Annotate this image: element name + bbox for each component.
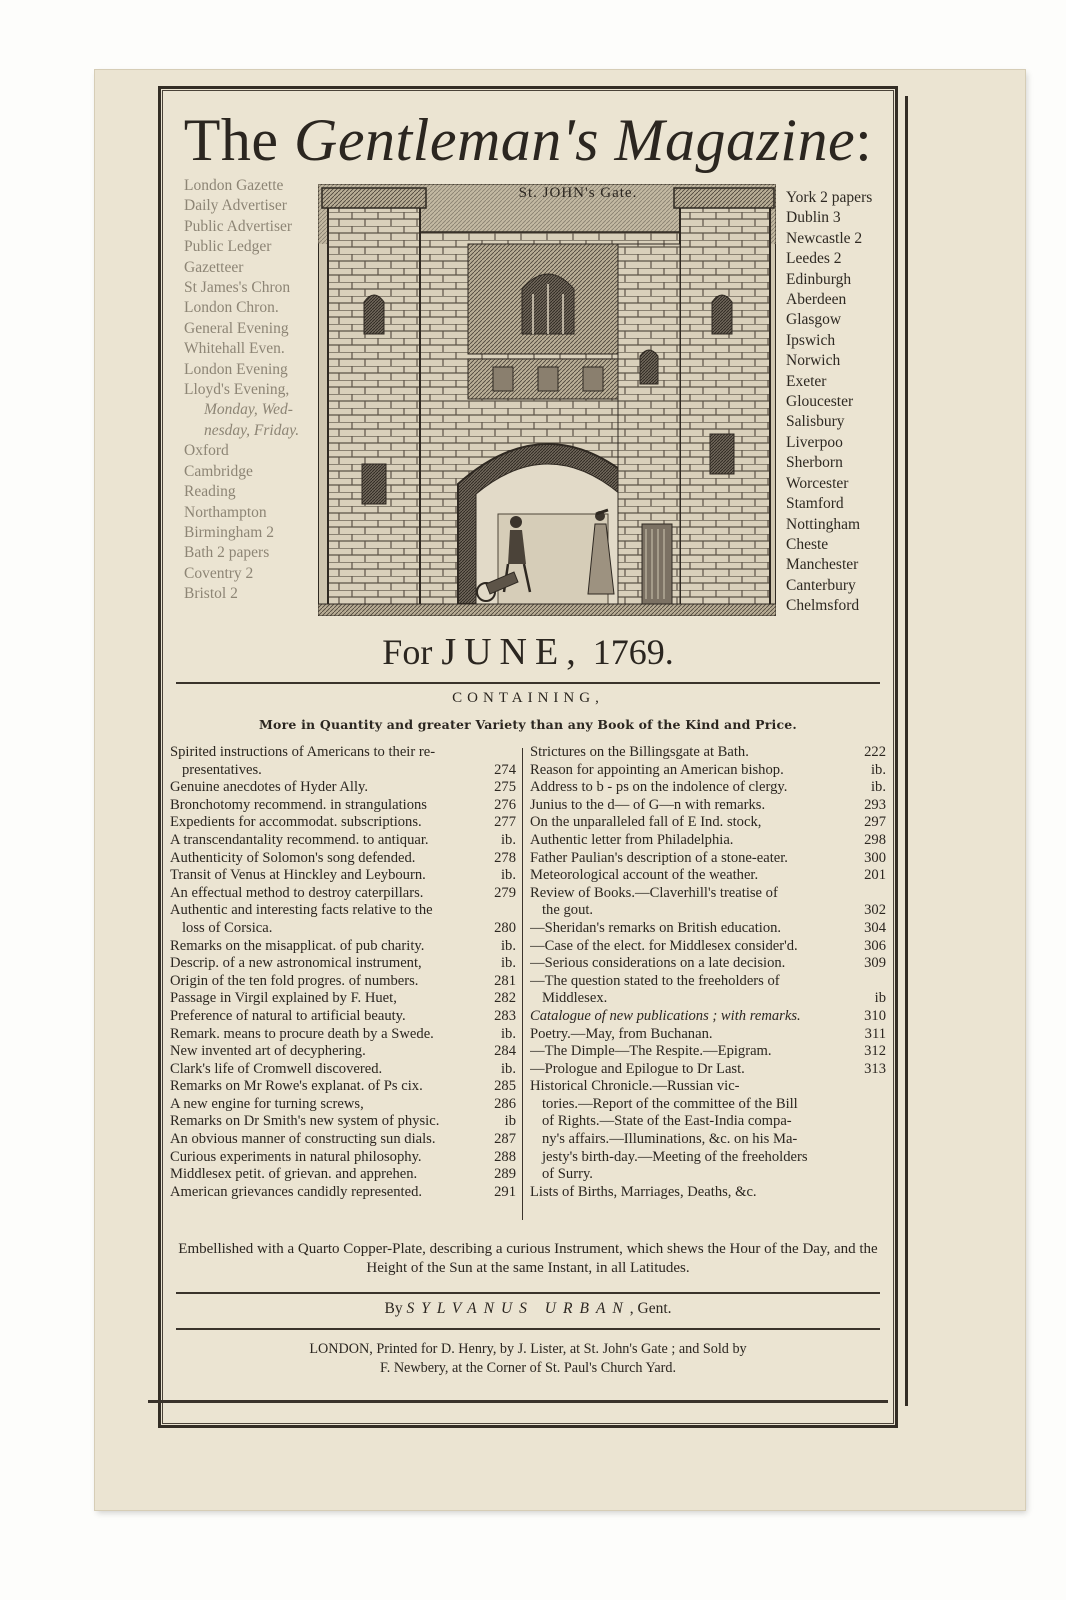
contents-entry-title: On the unparalleled fall of E Ind. stock, xyxy=(530,814,762,831)
byline-name: SYLVANUS URBAN xyxy=(406,1300,630,1317)
contents-entry xyxy=(530,744,886,762)
contents-entry-title: loss of Corsica. xyxy=(182,919,273,936)
city-name: Manchester xyxy=(786,556,859,574)
contents-entry-page: 284 xyxy=(494,1043,516,1060)
contents-entry xyxy=(170,1008,516,1026)
contents-entry-page: 302 xyxy=(864,902,886,919)
contents-left-column xyxy=(170,744,516,1201)
city-name: Cheste xyxy=(786,535,829,553)
contents-entry xyxy=(530,1061,886,1079)
contents-entry xyxy=(170,1026,516,1044)
city-name: Leedes 2 xyxy=(786,250,842,268)
contents-entry-title: —The question stated to the freeholders of xyxy=(530,972,780,989)
imprint-line-2: F. Newbery, at the Corner of St. Paul's Church Yard. xyxy=(379,1360,677,1376)
city-name: London Gazette xyxy=(184,177,284,194)
contents-entry-page: 280 xyxy=(494,919,516,936)
contents-entry xyxy=(530,779,886,797)
contents-entry-page: 285 xyxy=(494,1078,516,1095)
contents-entry-title: ny's affairs.—Illuminations, &c. on his Ma- xyxy=(542,1131,798,1148)
contents-entry-page: 277 xyxy=(494,814,516,831)
contents-entry-page: ib. xyxy=(871,761,886,778)
contents-entry-page: 310 xyxy=(864,1007,886,1024)
city-name: Gloucester xyxy=(786,393,854,411)
contents-entry-page: 313 xyxy=(864,1060,886,1077)
contents-entry-title: A new engine for turning screws, xyxy=(170,1095,364,1112)
contents-entry-title: Address to b - ps on the indolence of clergy. xyxy=(530,779,788,796)
contents-entry-title: Reason for appointing an American bishop. xyxy=(530,761,784,778)
contents-entry-title: American grievances candidly represented. xyxy=(170,1183,423,1200)
contents-entry-title: Descrip. of a new astronomical instrument, xyxy=(170,955,422,972)
st-johns-gate-engraving xyxy=(318,184,776,616)
masthead-name: Gentleman's Magazine xyxy=(294,107,856,173)
column-divider xyxy=(522,748,523,1220)
city-name: Dublin 3 xyxy=(786,209,841,227)
city-name: London Evening xyxy=(184,360,288,378)
contents-entry xyxy=(170,973,516,991)
contents-entry xyxy=(170,1166,516,1184)
contents-entry xyxy=(170,1184,516,1202)
contents-entry-title: A transcendantality recommend. to antiquar. xyxy=(170,831,429,848)
contents-entry-page: 311 xyxy=(864,1025,886,1042)
contents-entry-title: Spirited instructions of Americans to their re- xyxy=(170,744,436,760)
contents-entry xyxy=(530,1043,886,1061)
city-name: Northampton xyxy=(184,503,267,521)
contents-entry-page: ib xyxy=(504,1113,516,1130)
city-name: Cambridge xyxy=(184,462,253,480)
contents-entry xyxy=(530,867,886,885)
contents-entry-title: Remarks on the misapplicat. of pub charity. xyxy=(170,937,425,954)
contents-entry-title: Expedients for accommodat. subscriptions. xyxy=(170,814,422,831)
contents-entry xyxy=(530,990,886,1008)
contents-entry-page: ib. xyxy=(501,831,516,848)
contents-entry-title: presentatives. xyxy=(182,761,262,778)
contents-entry xyxy=(170,885,516,903)
contents-entry-page: 288 xyxy=(494,1148,516,1165)
contents-entry xyxy=(170,1096,516,1114)
contents-entry-title: Remarks on Dr Smith's new system of physic. xyxy=(170,1113,440,1130)
city-name: Aberdeen xyxy=(786,291,847,309)
contents-entry xyxy=(530,1096,886,1114)
contents-entry xyxy=(170,990,516,1008)
city-name: Reading xyxy=(184,483,236,501)
contents-entry-title: —Serious considerations on a late decision. xyxy=(530,955,786,972)
contents-entry xyxy=(530,973,886,991)
contents-entry-page: 298 xyxy=(864,831,886,848)
city-name: Nottingham xyxy=(786,515,861,533)
contents-entry xyxy=(170,955,516,973)
contents-entry xyxy=(530,938,886,956)
contents-entry-page: 222 xyxy=(864,744,886,760)
contents-entry-page: 279 xyxy=(494,884,516,901)
city-name: Salisbury xyxy=(786,413,845,431)
contents-entry-title: Historical Chronicle.—Russian vic- xyxy=(530,1078,740,1095)
city-name: Daily Advertiser xyxy=(184,197,287,215)
contents-entry-title: Passage in Virgil explained by F. Huet, xyxy=(170,990,397,1007)
contents-entry-title: Remark. means to procure death by a Swede. xyxy=(170,1025,434,1042)
rule-bottom xyxy=(148,1400,888,1403)
contents-entry-title: Lists of Births, Marriages, Deaths, &c. xyxy=(530,1183,757,1200)
contents-entry-title: An effectual method to destroy caterpillars. xyxy=(170,884,424,901)
city-name: Birmingham 2 xyxy=(184,523,274,541)
contents-entry xyxy=(170,1131,516,1149)
contents-entry-title: the gout. xyxy=(542,902,594,919)
city-name: St James's Chron xyxy=(184,279,291,297)
contents-right-column xyxy=(530,744,886,1201)
contents-entry xyxy=(170,779,516,797)
contents-entry-page: 283 xyxy=(494,1007,516,1024)
contents-entry-title: New invented art of decyphering. xyxy=(170,1043,366,1060)
contents-entry xyxy=(170,797,516,815)
left-city-list xyxy=(184,176,326,605)
city-name: Norwich xyxy=(786,352,841,370)
contents-entry-title: Clark's life of Cromwell discovered. xyxy=(170,1060,383,1077)
contents-entry-title: Middlesex petit. of grievan. and apprehen. xyxy=(170,1166,418,1183)
contents-entry xyxy=(170,1043,516,1061)
city-name: Gazetteer xyxy=(184,258,244,276)
issue-date xyxy=(168,628,888,676)
contents-entry-title: —Case of the elect. for Middlesex consider'd. xyxy=(530,937,798,954)
contents-entry-page: ib. xyxy=(501,1025,516,1042)
city-name: York 2 papers xyxy=(786,189,873,206)
contents-entry-title: tories.—Report of the committee of the Bill xyxy=(542,1095,798,1112)
embellishment-note: Embellished with a Quarto Copper-Plate, describing a curious Instrument, which shews the Hour of the Day, and the Height of the Sun at the same Instant, in all Latitudes. xyxy=(178,1241,878,1276)
contents-entry xyxy=(530,920,886,938)
contents-entry-title: Genuine anecdotes of Hyder Ally. xyxy=(170,779,369,796)
contents-entry xyxy=(170,762,516,780)
masthead-article: The xyxy=(183,107,295,173)
contents-entry-page: 289 xyxy=(494,1166,516,1183)
contents-entry xyxy=(530,1184,886,1202)
contents-entry-page: 309 xyxy=(864,955,886,972)
contents-entry-page: ib. xyxy=(501,955,516,972)
city-name: Ipswich xyxy=(786,331,836,349)
city-name: Coventry 2 xyxy=(184,564,254,582)
city-name: Worcester xyxy=(786,474,849,492)
contents-entry xyxy=(530,902,886,920)
contents-entry-title: of Rights.—State of the East-India compa- xyxy=(542,1113,792,1130)
contents-entry-page: 293 xyxy=(864,796,886,813)
contents-entry-page: 281 xyxy=(494,972,516,989)
masthead-colon: : xyxy=(855,107,873,173)
city-name: Monday, Wed- xyxy=(204,401,293,419)
contents-entry-title: jesty's birth-day.—Meeting of the freeholders xyxy=(542,1148,808,1165)
contents-entry-page: ib xyxy=(874,990,886,1007)
city-name: Liverpoo xyxy=(786,433,843,451)
contents-entry xyxy=(530,1166,886,1184)
city-name: Bath 2 papers xyxy=(184,544,270,562)
contents-entry-page: 274 xyxy=(494,761,516,778)
contents-entry xyxy=(530,1113,886,1131)
contents-entry-page: ib. xyxy=(501,867,516,884)
contents-entry-page: 276 xyxy=(494,796,516,813)
city-name: Sherborn xyxy=(786,454,843,472)
city-name: Bristol 2 xyxy=(184,585,238,603)
containing-heading: CONTAINING, xyxy=(452,690,604,706)
contents-entry-page: 282 xyxy=(494,990,516,1007)
rule-under-date xyxy=(176,682,880,684)
city-name: Lloyd's Evening, xyxy=(184,381,290,399)
contents-entry-title: of Surry. xyxy=(542,1166,593,1183)
contents-entry-title: Middlesex. xyxy=(542,990,608,1007)
contents-entry-page: 297 xyxy=(864,814,886,831)
contents-entry xyxy=(530,762,886,780)
contents-entry-page: ib. xyxy=(501,1060,516,1077)
city-name: London Chron. xyxy=(184,299,279,317)
city-name: General Evening xyxy=(184,319,289,337)
imprint-line-1: LONDON, Printed for D. Henry, by J. Lister, at St. John's Gate ; and Sold by xyxy=(309,1341,747,1357)
contents-entry-page: 304 xyxy=(864,919,886,936)
contents-entry-title: Preference of natural to artificial beauty. xyxy=(170,1007,406,1024)
contents-entry-title: Father Paulian's description of a stone-eater. xyxy=(530,849,788,866)
contents-entry xyxy=(530,885,886,903)
city-name: Newcastle 2 xyxy=(786,229,863,247)
issue-month: JUNE, xyxy=(441,631,584,673)
contents-entry-title: Poetry.—May, from Buchanan. xyxy=(530,1025,713,1042)
contents-entry xyxy=(170,832,516,850)
contents-entry-title: Strictures on the Billingsgate at Bath. xyxy=(530,744,749,760)
contents-entry xyxy=(170,814,516,832)
rule-above-byline xyxy=(176,1292,880,1294)
contents-entry-title: An obvious manner of constructing sun dials. xyxy=(170,1131,436,1148)
byline-suffix: , Gent. xyxy=(629,1300,672,1317)
contents-entry xyxy=(530,1078,886,1096)
contents-entry-page: 201 xyxy=(864,867,886,884)
issue-year: 1769. xyxy=(583,632,674,672)
contents-entry xyxy=(530,1008,886,1026)
contents-entry xyxy=(170,744,516,762)
contents-entry xyxy=(170,867,516,885)
contents-entry-page: 312 xyxy=(864,1043,886,1060)
contents-entry-page: ib. xyxy=(501,937,516,954)
contents-entry xyxy=(530,1026,886,1044)
contents-entry xyxy=(530,797,886,815)
city-name: Chelmsford xyxy=(786,597,860,615)
contents-entry xyxy=(530,1149,886,1167)
city-name: Whitehall Even. xyxy=(184,340,285,358)
masthead-title xyxy=(168,100,888,180)
contents-entry xyxy=(170,850,516,868)
contents-entry-page: 306 xyxy=(864,937,886,954)
byline-by: By xyxy=(384,1300,407,1317)
city-name: Oxford xyxy=(184,442,229,460)
issue-for: For xyxy=(382,632,442,672)
contents-entry xyxy=(170,1113,516,1131)
right-city-list xyxy=(786,188,916,617)
contents-entry xyxy=(530,832,886,850)
contents-entry xyxy=(170,1078,516,1096)
city-name: Stamford xyxy=(786,495,844,513)
contents-entry-title: Authentic and interesting facts relative to the xyxy=(170,902,433,919)
contents-entry-title: Meteorological account of the weather. xyxy=(530,867,759,884)
contents-entry-title: Junius to the d— of G—n with remarks. xyxy=(530,796,766,813)
gate-caption: St. JOHN's Gate. xyxy=(518,185,638,201)
contents-entry-title: Curious experiments in natural philosophy. xyxy=(170,1148,422,1165)
contents-entry-page: ib. xyxy=(871,779,886,796)
city-name: Glasgow xyxy=(786,311,842,329)
rule-below-byline xyxy=(176,1328,880,1330)
contents-entry xyxy=(530,814,886,832)
contents-entry xyxy=(170,902,516,920)
contents-entry-title: Bronchotomy recommend. in strangulations xyxy=(170,796,427,813)
contents-entry-page: 287 xyxy=(494,1131,516,1148)
contents-entry-title: —Prologue and Epilogue to Dr Last. xyxy=(530,1060,745,1077)
city-name: nesday, Friday. xyxy=(204,421,300,439)
city-name: Public Ledger xyxy=(184,238,272,256)
contents-entry-page: 300 xyxy=(864,849,886,866)
contents-entry-page: 286 xyxy=(494,1095,516,1112)
city-name: Canterbury xyxy=(786,576,856,594)
contents-entry xyxy=(170,1061,516,1079)
contents-entry-page: 278 xyxy=(494,849,516,866)
contents-entry-title: Origin of the ten fold progres. of numbers. xyxy=(170,972,419,989)
contents-entry xyxy=(170,938,516,956)
tagline: More in Quantity and greater Variety than any Book of the Kind and Price. xyxy=(259,717,797,732)
contents-entry-title: Review of Books.—Claverhill's treatise of xyxy=(530,884,778,901)
contents-entry-title: —The Dimple—The Respite.—Epigram. xyxy=(530,1043,772,1060)
imprint xyxy=(170,1340,886,1378)
contents-entry-page: 275 xyxy=(494,779,516,796)
contents-entry xyxy=(530,955,886,973)
contents-entry-title: Authenticity of Solomon's song defended. xyxy=(170,849,416,866)
contents-entry xyxy=(170,920,516,938)
contents-entry-page: 291 xyxy=(494,1183,516,1200)
byline xyxy=(168,1300,888,1318)
contents-entry xyxy=(170,1149,516,1167)
contents-entry-title: Authentic letter from Philadelphia. xyxy=(530,831,734,848)
contents-entry-title: Catalogue of new publications ; with remarks. xyxy=(530,1007,801,1024)
contents-entry-title: Transit of Venus at Hinckley and Leybourn. xyxy=(170,867,426,884)
city-name: Exeter xyxy=(786,372,827,390)
contents-entry xyxy=(530,850,886,868)
city-name: Public Advertiser xyxy=(184,217,293,235)
city-name: Edinburgh xyxy=(786,270,852,288)
contents-entry-title: —Sheridan's remarks on British education. xyxy=(530,919,782,936)
contents-entry xyxy=(530,1131,886,1149)
contents-entry-title: Remarks on Mr Rowe's explanat. of Ps cix. xyxy=(170,1078,423,1095)
